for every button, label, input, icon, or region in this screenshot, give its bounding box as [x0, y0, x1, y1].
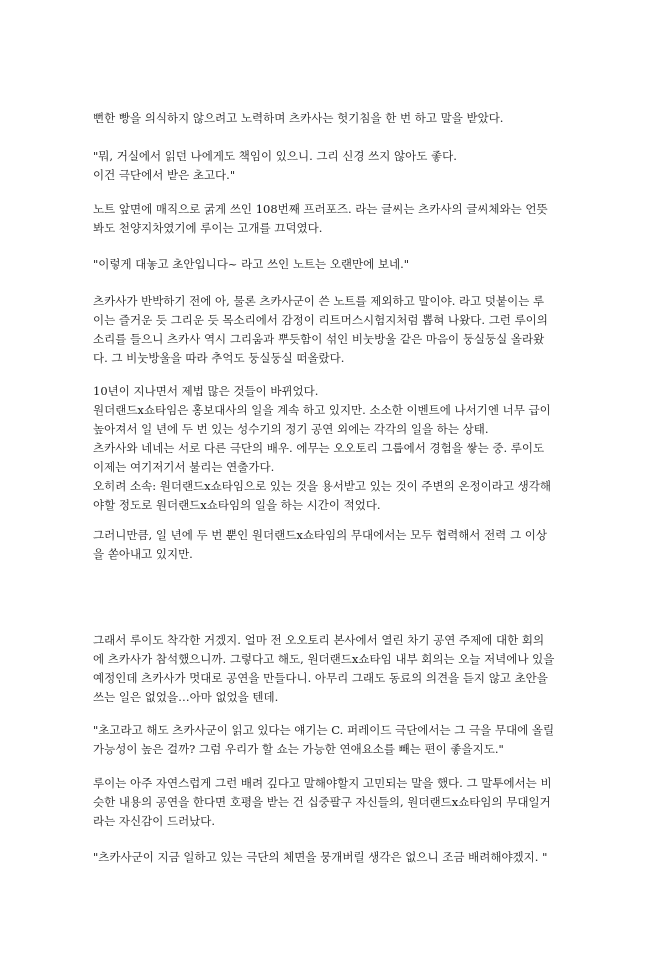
paragraph-3 — [93, 200, 579, 238]
text-line: 원더랜드x쇼타임은 홍보대사의 일을 계속 하고 있지만. 소소한 이벤트에 나서기엔 너무 급이 — [93, 403, 551, 417]
text-line: 루이는 아주 자연스럽게 그런 배려 깊다고 말해야할지 고민되는 말을 했다. 그 말투에서는 비 — [93, 776, 552, 790]
text-line: 다. 그 비눗방울을 따라 추억도 둥실둥실 떠올랐다. — [93, 351, 345, 365]
text-line: 소리를 들으니 츠카사 역시 그리움과 뿌듯함이 섞인 비눗방울 같은 마음이 둥실둥실 올라왔 — [93, 332, 545, 346]
text-line: 슷한 내용의 공연을 한다면 호평을 받는 건 십중팔구 자신들의, 원더랜드x쇼타임의 무대일거 — [93, 795, 551, 809]
paragraph-11 — [93, 848, 579, 867]
text-line: 이건 극단에서 받은 초고다." — [93, 168, 236, 182]
paragraph-2 — [93, 147, 579, 185]
paragraph-7 — [93, 526, 579, 564]
text-line: 이는 즐거운 듯 그리운 듯 목소리에서 감정이 리트머스시험지처럼 뽑혀 나왔다. 그런 루이의 — [93, 313, 548, 327]
text-line: 쓰는 일은 없었을…아마 없었을 텐데. — [93, 690, 279, 704]
text-line: 봐도 천양지차였기에 루이는 고개를 끄덕였다. — [93, 221, 323, 235]
text-line: 에 츠카사가 참석했으니까. 그렇다고 해도, 원더랜드x쇼타임 내부 회의는 오늘 저녁에나 있을 — [93, 652, 555, 666]
text-line: "뭐, 거실에서 읽던 나에게도 책임이 있으니. 그리 신경 쓰지 않아도 좋다. — [93, 149, 457, 163]
text-line: "츠카사군이 지금 일하고 있는 극단의 체면을 뭉개버릴 생각은 없으니 조금 배려해야겠지. " — [93, 850, 548, 864]
paragraph-1 — [93, 109, 579, 128]
text-line: 오히려 소속: 원더랜드x쇼타임으로 있는 것을 용서받고 있는 것이 주변의 온정이라고 생각해 — [93, 479, 551, 493]
text-line: 츠카사가 반박하기 전에 아, 물론 츠카사군이 쓴 노트를 제외하고 말이야. 라고 덧붙이는 루 — [93, 294, 545, 308]
text-line: "초고라고 해도 츠카사군이 읽고 있다는 얘기는 C. 퍼레이드 극단에서는 그 극을 무대에 올릴 — [93, 723, 555, 737]
text-line: 가능성이 높은 걸까? 그럼 우리가 할 쇼는 가능한 연애요소를 빼는 편이 좋을지도." — [93, 742, 504, 756]
text-line: 을 쏟아내고 있지만. — [93, 547, 193, 561]
text-line: 야할 정도로 원더랜드x쇼타임의 일을 하는 시간이 적었다. — [93, 498, 381, 512]
paragraph-6 — [93, 382, 579, 515]
text-line: 츠카사와 네네는 서로 다른 극단의 배우. 에무는 오오토리 그룹에서 경험을 쌓는 중. 루이도 — [93, 441, 545, 455]
paragraph-9 — [93, 721, 579, 759]
text-line: 높아져서 일 년에 두 번 있는 성수기의 정기 공연 외에는 각각의 일을 하는 상태. — [93, 422, 489, 436]
text-line: 이제는 여기저기서 불리는 연출가다. — [93, 460, 275, 474]
text-line: 노트 앞면에 매직으로 굵게 쓰인 108번째 프러포즈. 라는 글씨는 츠카사의 글씨체와는 언뜻 — [93, 202, 548, 216]
text-line: 뻔한 빵을 의식하지 않으려고 노력하며 츠카사는 헛기침을 한 번 하고 말을 받았다. — [93, 111, 504, 125]
text-line: 라는 자신감이 드러났다. — [93, 814, 216, 828]
paragraph-10 — [93, 774, 579, 831]
text-line: 예정인데 츠카사가 멋대로 공연을 만들다니. 아무리 그래도 동료의 의견을 듣지 않고 초안을 — [93, 671, 548, 685]
text-line: "이렇게 대놓고 초안입니다~ 라고 쓰인 노트는 오랜만에 보네." — [93, 257, 410, 271]
paragraph-8 — [93, 631, 579, 707]
text-line: 그러니만큼, 일 년에 두 번 뿐인 원더랜드x쇼타임의 무대에서는 모두 협력해서 전력 그 이상 — [93, 528, 547, 542]
text-line: 10년이 지나면서 제법 많은 것들이 바뀌었다. — [93, 384, 319, 398]
paragraph-5 — [93, 292, 579, 368]
paragraph-4 — [93, 255, 579, 274]
text-line: 그래서 루이도 착각한 거겠지. 얼마 전 오오토리 본사에서 열린 차기 공연 주제에 대한 회의 — [93, 633, 545, 647]
